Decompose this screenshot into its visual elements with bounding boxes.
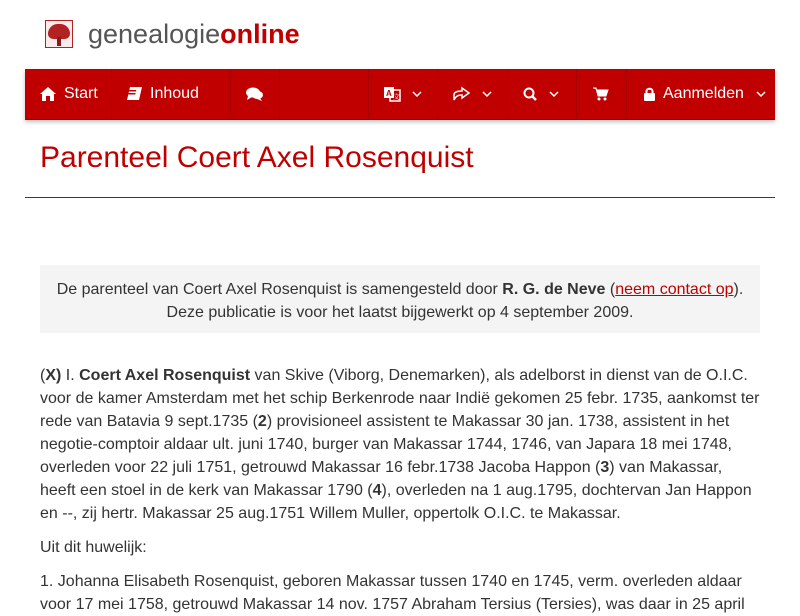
- nav-aanmelden[interactable]: [644, 69, 766, 119]
- nav-aanmelden-label: Aanmelden: [663, 85, 744, 102]
- genealogy-content: [40, 364, 762, 616]
- marriage-label: Uit dit huwelijk:: [40, 539, 147, 556]
- tree-logo-icon[interactable]: [45, 20, 73, 48]
- cart-icon: [593, 87, 608, 101]
- nav-forum[interactable]: [246, 69, 263, 119]
- chevron-down-icon: [412, 91, 422, 97]
- svg-text:A: A: [386, 89, 392, 98]
- child-entry: 1. Johanna Elisabeth Rosenquist, geboren Makassar tussen 1740 en 1745, verm. overleden aldaar voor 17 mei 1758, getrouwd Makassar 14 nov. 1757 Abraham Tersius (Tersies), was daar in 25 april: [40, 573, 745, 613]
- brand-part-2: online: [220, 18, 300, 49]
- translate-icon: [384, 86, 400, 102]
- entry-generation: I.: [61, 367, 80, 384]
- entry-text-4: ), overleden na 1 aug.1795, dochtervan Jan Happon en --, zij hertr. Makassar 25 aug.1751 Willem Muller, oppertolk O.I.C. te Makassar.: [40, 482, 752, 522]
- main-navbar: [25, 69, 775, 120]
- person-name: Coert Axel Rosenquist: [79, 367, 251, 384]
- title-divider: [25, 197, 775, 198]
- footnote-2[interactable]: 2: [257, 413, 267, 430]
- publication-info-box: [40, 265, 760, 333]
- nav-language[interactable]: [384, 69, 422, 119]
- footnote-4[interactable]: 4: [372, 482, 382, 499]
- person-entry: [40, 364, 762, 525]
- nav-start-label: Start: [64, 85, 98, 102]
- nav-share[interactable]: [453, 69, 492, 119]
- nav-shop[interactable]: [593, 69, 608, 119]
- info-text-1: De parenteel van Coert Axel Rosenquist is samengesteld door: [56, 281, 503, 298]
- footnote-3[interactable]: 3: [600, 459, 610, 476]
- share-icon: [453, 87, 470, 101]
- chevron-down-icon: [756, 91, 766, 97]
- info-text-3: ). Deze publicatie is voor het laatst bijgewerkt op 4 september 2009.: [166, 281, 744, 321]
- person-ref-link[interactable]: X): [45, 367, 62, 384]
- chevron-down-icon: [549, 91, 559, 97]
- info-text-2: (: [605, 281, 616, 298]
- entry-text-3: ) van Makassar, heeft een stoel in de kerk van Makassar 1790 (: [40, 459, 723, 499]
- entry-text-1: van Skive (Viborg, Denemarken), als adelborst in dienst van de O.I.C. voor de kamer Amsterdam met het schip Berkenrode naar Indië gekomen 25 febr. 1735, aankomst ter rede van Batavia 9 sept.1735 (: [40, 367, 760, 430]
- home-icon: [40, 87, 56, 101]
- entry-open: (: [40, 367, 46, 384]
- svg-text:文: 文: [393, 94, 400, 101]
- brand-part-1: genealogie: [88, 18, 221, 49]
- chevron-down-icon: [482, 91, 492, 97]
- page-title: Parenteel Coert Axel Rosenquist: [40, 141, 474, 174]
- search-icon: [523, 87, 537, 101]
- nav-search[interactable]: [523, 69, 559, 119]
- nav-start[interactable]: [40, 69, 98, 119]
- contact-link[interactable]: neem contact op: [615, 281, 734, 298]
- nav-inhoud[interactable]: [127, 69, 199, 119]
- entry-text-2: ) provisioneel assistent te Makassar 30 jan. 1738, assistent in het negotie-comptoir aldaar ult. juni 1740, burger van Makassar 1744, 1746, van Japara 18 mei 1748, overleden voor 22 juli 1751, getrouwd Makassar 16 febr.1738 Jacoba Happon (: [40, 413, 732, 476]
- site-header: [45, 16, 300, 52]
- comments-icon: [246, 87, 263, 101]
- book-icon: [127, 87, 142, 101]
- info-author: R. G. de Neve: [502, 281, 606, 298]
- site-logo-text[interactable]: [88, 19, 300, 50]
- nav-inhoud-label: Inhoud: [150, 85, 199, 102]
- lock-icon: [644, 87, 655, 101]
